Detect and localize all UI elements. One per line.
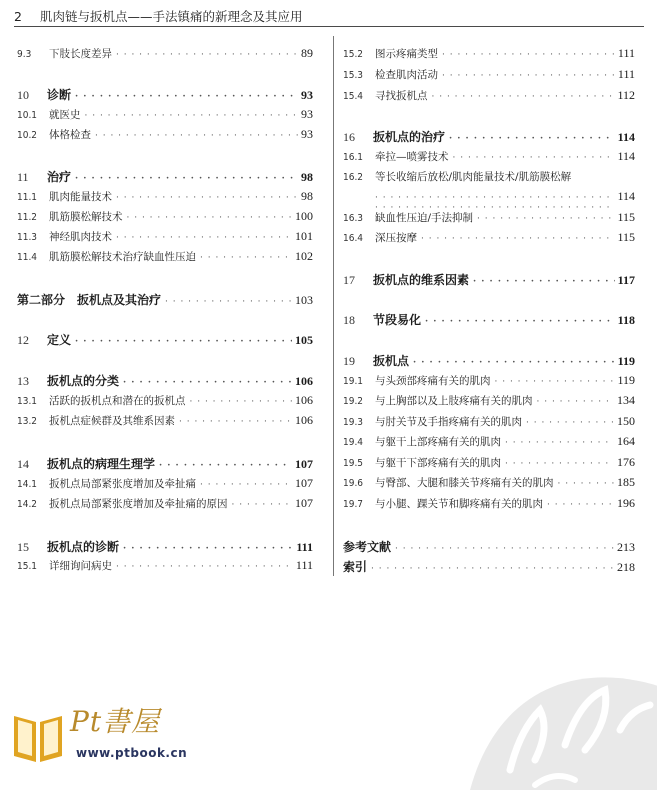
logo-wordmark [70,700,160,740]
leader-dots [473,277,615,287]
toc-entry [17,413,313,428]
toc-entry-number: 19.6 [343,478,364,489]
toc-entry [17,291,313,308]
toc-entry-number: 14 [17,457,29,471]
toc-entry [343,414,635,429]
toc-entry [17,209,313,224]
leader-dots [232,500,293,510]
toc-entry-title: 扳机点症候群及其维系因素 [49,415,175,427]
leader-dots [449,134,615,144]
leader-dots [537,397,615,407]
toc-entry [343,46,635,61]
toc-entry-number: 19.5 [343,458,364,469]
toc-entry-title: 与躯干上部疼痛有关的肌肉 [375,436,501,448]
leader-dots [127,213,293,223]
toc-entry-number: 12 [17,333,29,347]
toc-entry-title: 牵拉—喷雾技术 [375,151,449,163]
toc-entry-title: 定义 [47,333,72,347]
toc-entry [17,331,313,348]
toc-entry [343,230,635,245]
toc-entry-page: 119 [617,354,635,368]
toc-entry-page: 89 [301,46,313,60]
leader-dots [200,480,292,490]
toc-entry-number: 19.1 [343,376,364,387]
toc-entry-title: 神经肌肉技术 [49,231,112,243]
toc-entry-page: 196 [617,496,635,510]
leader-dots [116,233,292,243]
toc-entry-page: 176 [617,455,635,469]
leader-dots [123,544,293,554]
toc-entry [17,476,313,491]
toc-entry-number: 19.3 [343,417,364,428]
toc-entry-title: 扳机点局部紧张度增加及牵扯痛的原因 [49,498,228,510]
toc-entry-page: 115 [617,230,635,244]
toc-entry-page: 118 [617,313,635,327]
toc-entry-page: 106 [295,374,313,388]
toc-entry-page: 117 [617,273,635,287]
toc-entry-title: 缺血性压迫/手法抑制 [375,212,474,224]
toc-entry-page: 107 [295,496,313,510]
toc-entry-number: 16 [343,130,355,144]
toc-entry [343,538,635,555]
toc-entry [343,496,635,511]
logo-url: www.ptbook.cn [76,746,188,760]
toc-entry-title: 扳机点 [373,354,410,368]
toc-entry-title: 与躯干下部疼痛有关的肌肉 [375,457,501,469]
toc-entry-number: 15.3 [343,70,364,81]
leader-dots [495,377,615,387]
toc-entry-page: 107 [295,476,313,490]
leader-dots [547,500,614,510]
toc-entry-title: 扳机点的治疗 [373,130,446,144]
toc-entry [17,46,313,61]
toc-entry-title: 扳机点的病理生理学 [47,457,156,471]
leader-dots [395,544,614,554]
toc-entry-number: 19 [343,354,355,368]
toc-entry-page: 107 [295,457,313,471]
toc-entry-page: 185 [617,475,635,489]
leader-dots [190,397,293,407]
toc-entry [343,149,635,164]
leader-dots [123,378,292,388]
leader-dots [558,479,615,489]
toc-entry [343,311,635,328]
toc-entry-page: 114 [617,149,635,163]
logo-name: Pt書屋 [70,705,161,738]
toc-entry-page: 164 [617,434,635,448]
toc-entry [343,475,635,490]
toc-entry-page: 218 [617,560,635,574]
toc-entry-page: 105 [295,333,313,347]
toc-entry-number: 15.1 [17,561,38,572]
toc-entry-page: 115 [617,210,635,224]
leader-dots [432,92,615,102]
toc-entry [17,249,313,264]
toc-entry-page: 103 [295,293,313,307]
toc-entry-title: 肌筋膜松解技术 [49,211,123,223]
leader-dots [453,153,615,163]
leader-dots [75,337,292,347]
toc-entry-page: 98 [301,170,313,184]
leader-dots [75,92,298,102]
toc-entry [17,496,313,511]
toc-entry-number: 19.7 [343,499,364,510]
leader-dots [159,461,292,471]
toc-entry-page: 111 [296,540,313,554]
toc-entry-title: 活跃的扳机点和潜在的扳机点 [49,395,186,407]
toc-entry-title: 与上胸部以及上肢疼痛有关的肌肉 [375,395,533,407]
toc-entry-title: 肌肉能量技术 [49,191,112,203]
leader-dots [179,417,292,427]
column-divider [333,36,334,576]
toc-entry-page: 111 [295,558,313,572]
toc-entry-title: 扳机点的诊断 [47,540,120,554]
toc-entry-number: 19.4 [343,437,364,448]
toc-entry-page: 114 [617,130,635,144]
toc-entry-title: 与臀部、大腿和膝关节疼痛有关的肌肉 [375,477,554,489]
toc-entry-number: 10.1 [17,110,38,121]
toc-entry-title: 深压按摩 [375,232,417,244]
toc-entry-page: 100 [295,209,313,223]
toc-entry-title: 扳机点的分类 [47,374,120,388]
toc-entry-number: 10 [17,88,29,102]
toc-entry-number: 13.2 [17,416,38,427]
toc-entry [17,86,313,103]
toc-entry [17,455,313,472]
book-logo-icon [12,708,68,764]
toc-entry-page: 134 [617,393,635,407]
toc-entry-page: 114 [617,189,635,203]
toc-entry [343,88,635,103]
toc-entry-title: 与头颈部疼痛有关的肌肉 [375,375,491,387]
toc-entry-page: 106 [295,393,313,407]
leader-dots [371,564,614,574]
toc-entry-page: 112 [617,88,635,102]
toc-entry [343,210,635,225]
leader-dots [200,253,292,263]
toc-entry [17,538,313,555]
leader-dots [505,438,614,448]
toc-entry-number: 17 [343,273,355,287]
leader-dots [425,317,615,327]
toc-entry-page: 150 [617,414,635,428]
leader-dots [442,71,615,81]
toc-entry-page: 106 [295,413,313,427]
toc-entry-number: 13 [17,374,29,388]
toc-entry-page: 119 [617,373,635,387]
toc-entry-number: 11.1 [17,192,38,203]
toc-entry-number: 9.3 [17,49,32,60]
toc-entry-title: 治疗 [47,170,72,184]
toc-entry-title: 参考文献 [343,540,392,554]
toc-entry-number: 11.4 [17,252,38,263]
leader-dots [116,50,298,60]
leader-dots [165,297,292,307]
leader-dots [95,131,298,141]
toc-entry-number: 11.3 [17,232,38,243]
toc-entry-title: 检查肌肉活动 [375,69,438,81]
toc-entry [343,455,635,470]
toc-entry [17,558,313,573]
toc-entry-number: 15.2 [343,49,364,60]
toc-entry-title: 与小腿、踝关节和脚疼痛有关的肌肉 [375,498,543,510]
toc-entry-title: 节段易化 [373,313,422,327]
toc-entry-number: 11.2 [17,212,38,223]
toc-entry [17,372,313,389]
toc-entry-number: 19.2 [343,396,364,407]
page-header [14,7,644,25]
leader-dots [413,358,615,368]
toc-entry-number: 16.2 [343,172,364,183]
leader-dots [421,234,614,244]
leader-dots [116,562,293,572]
leader-dots [85,111,299,121]
toc-entry [17,393,313,408]
toc-entry [343,169,635,184]
toc-entry-title: 肌筋膜松解技术治疗缺血性压迫 [49,251,196,263]
toc-entry-number: 15 [17,540,29,554]
toc-entry-title: 第二部分 扳机点及其治疗 [17,293,162,307]
toc-entry-title: 下肢长度差异 [49,48,112,60]
toc-entry-title: 扳机点局部紧张度增加及牵扯痛 [49,478,196,490]
toc-entry [343,67,635,82]
toc-entry-title: 就医史 [49,109,81,121]
toc-entry-number: 11 [17,170,29,184]
toc-entry-number: 15.4 [343,91,364,102]
toc-entry-number: 16.4 [343,233,364,244]
leader-dots [526,418,614,428]
toc-entry-title: 索引 [343,560,368,574]
leader-dots [116,193,298,203]
toc-entry [343,128,635,145]
toc-entry-page: 111 [617,46,635,60]
leader-dots [442,50,615,60]
toc-entry-number: 16.1 [343,152,364,163]
toc-entry [343,271,635,288]
toc-entry-title: 寻找扳机点 [375,90,428,102]
toc-entry [343,352,635,369]
toc-entry [343,434,635,449]
toc-entry-page: 102 [295,249,313,263]
toc-entry-number: 14.1 [17,479,38,490]
book-title: 肌肉链与扳机点——手法镇痛的新理念及其应用 [39,9,303,24]
toc-entry-title: 等长收缩后放松/肌肉能量技术/肌筋膜松解 [375,171,572,183]
toc-entry-page: 213 [617,540,635,554]
header-rule [14,26,644,27]
toc-entry-title: 与肘关节及手指疼痛有关的肌肉 [375,416,522,428]
toc-entry-title: 诊断 [47,88,72,102]
toc-entry [17,189,313,204]
toc-entry-number: 16.3 [343,213,364,224]
watermark-seal [440,650,657,790]
page-number: 2 [14,9,22,24]
toc-entry-number: 14.2 [17,499,38,510]
leader-dots [75,174,298,184]
toc-entry-page: 93 [301,127,313,141]
toc-entry-page: 111 [617,67,635,81]
leader-dots [477,214,614,224]
toc-entry-number: 18 [343,313,355,327]
toc-entry [17,107,313,122]
toc-entry-title: 体格检查 [49,129,91,141]
toc-entry-title: 图示疼痛类型 [375,48,438,60]
toc-entry [17,229,313,244]
toc-entry-number: 13.1 [17,396,38,407]
toc-entry [343,393,635,408]
toc-entry [17,168,313,185]
toc-entry-page: 93 [301,107,313,121]
toc-entry-title: 详细询问病史 [49,560,112,572]
toc-entry [343,373,635,388]
toc-entry-number: 10.2 [17,130,38,141]
toc-entry-page: 93 [301,88,313,102]
toc-entry-title: 扳机点的维系因素 [373,273,470,287]
toc-entry [343,558,635,575]
toc-entry-page: 101 [295,229,313,243]
leader-dots [505,459,614,469]
toc-entry-page: 98 [301,189,313,203]
toc-entry [17,127,313,142]
